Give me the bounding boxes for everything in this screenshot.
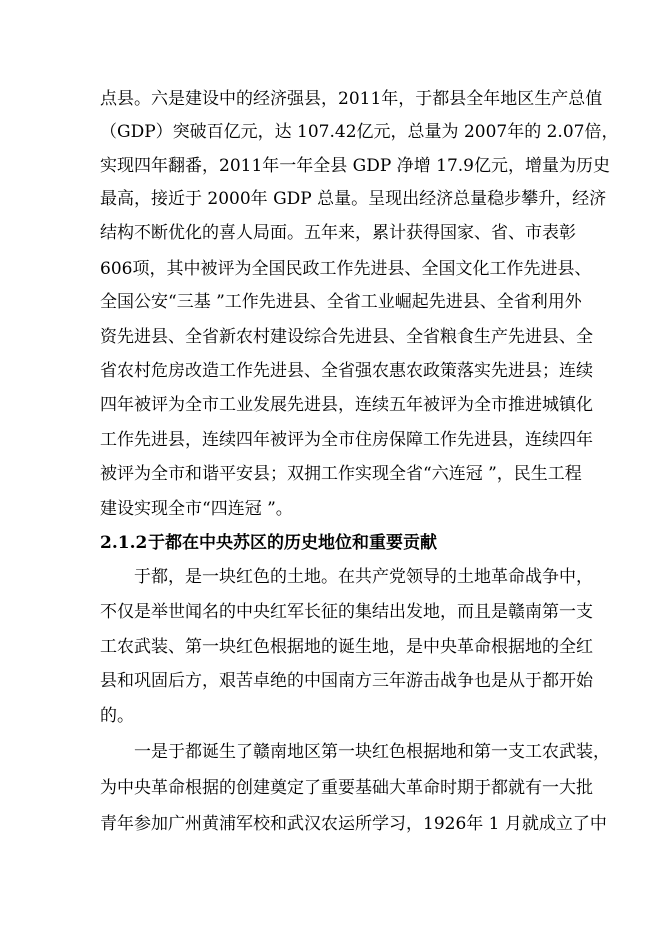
section-number: 2.1.2 <box>100 533 148 553</box>
paragraph-1-line: （GDP）突破百亿元，达 107.42亿元，总量为 2007年的 2.07倍， <box>100 122 619 142</box>
paragraph-3-line: 青年参加广州黄浦军校和武汉农运所学习，1926年 1 月就成立了中 <box>100 814 607 834</box>
paragraph-3-line: 一是于都诞生了赣南地区第一块红色根据地和第一支工农武装， <box>134 742 610 762</box>
paragraph-2-line: 工农武装、第一块红色根据地的诞生地，是中央革命根据地的全红 <box>100 637 593 657</box>
paragraph-2-line: 于都，是一块红色的土地。在共产党领导的土地革命战争中， <box>134 567 593 587</box>
paragraph-2-line: 不仅是举世闻名的中央红军长征的集结出发地，而且是赣南第一支 <box>100 602 593 622</box>
paragraph-1-line: 最高，接近于 2000年 GDP 总量。呈现出经济总量稳步攀升，经济 <box>100 189 607 209</box>
paragraph-1-line: 省农村危房改造工作先进县、全省强农惠农政策落实先进县；连续 <box>100 361 593 381</box>
section-heading <box>100 532 437 554</box>
paragraph-1-line: 结构不断优化的喜人局面。五年来，累计获得国家、省、市表彰 <box>100 223 576 243</box>
paragraph-2-line: 的。 <box>100 706 134 726</box>
paragraph-1-line: 被评为全市和谐平安县；双拥工作实现全省“六连冠 ”，民生工程 <box>100 464 582 484</box>
paragraph-1-line: 点县。六是建设中的经济强县，2011年，于都县全年地区生产总值 <box>100 89 603 109</box>
paragraph-1-line: 建设实现全市“四连冠 ”。 <box>100 499 293 519</box>
paragraph-1-line: 工作先进县，连续四年被评为全市住房保障工作先进县，连续四年 <box>100 430 593 450</box>
section-title: 于都在中央苏区的历史地位和重要贡献 <box>148 533 437 553</box>
paragraph-1-line: 606项，其中被评为全国民政工作先进县、全国文化工作先进县、 <box>100 259 592 279</box>
paragraph-3-line: 为中央革命根据的创建奠定了重要基础大革命时期于都就有一大批 <box>100 778 593 798</box>
paragraph-1-line: 四年被评为全市工业发展先进县，连续五年被评为全市推进城镇化 <box>100 395 593 415</box>
paragraph-1-line: 资先进县、全省新农村建设综合先进县、全省粮食生产先进县、全 <box>100 327 593 347</box>
paragraph-1-line: 全国公安“三基 ”工作先进县、全省工业崛起先进县、全省利用外 <box>100 292 582 312</box>
paragraph-2-line: 县和巩固后方，艰苦卓绝的中国南方三年游击战争也是从于都开始 <box>100 671 593 691</box>
paragraph-1-line: 实现四年翻番，2011年一年全县 GDP 净增 17.9亿元，增量为历史 <box>100 156 610 176</box>
